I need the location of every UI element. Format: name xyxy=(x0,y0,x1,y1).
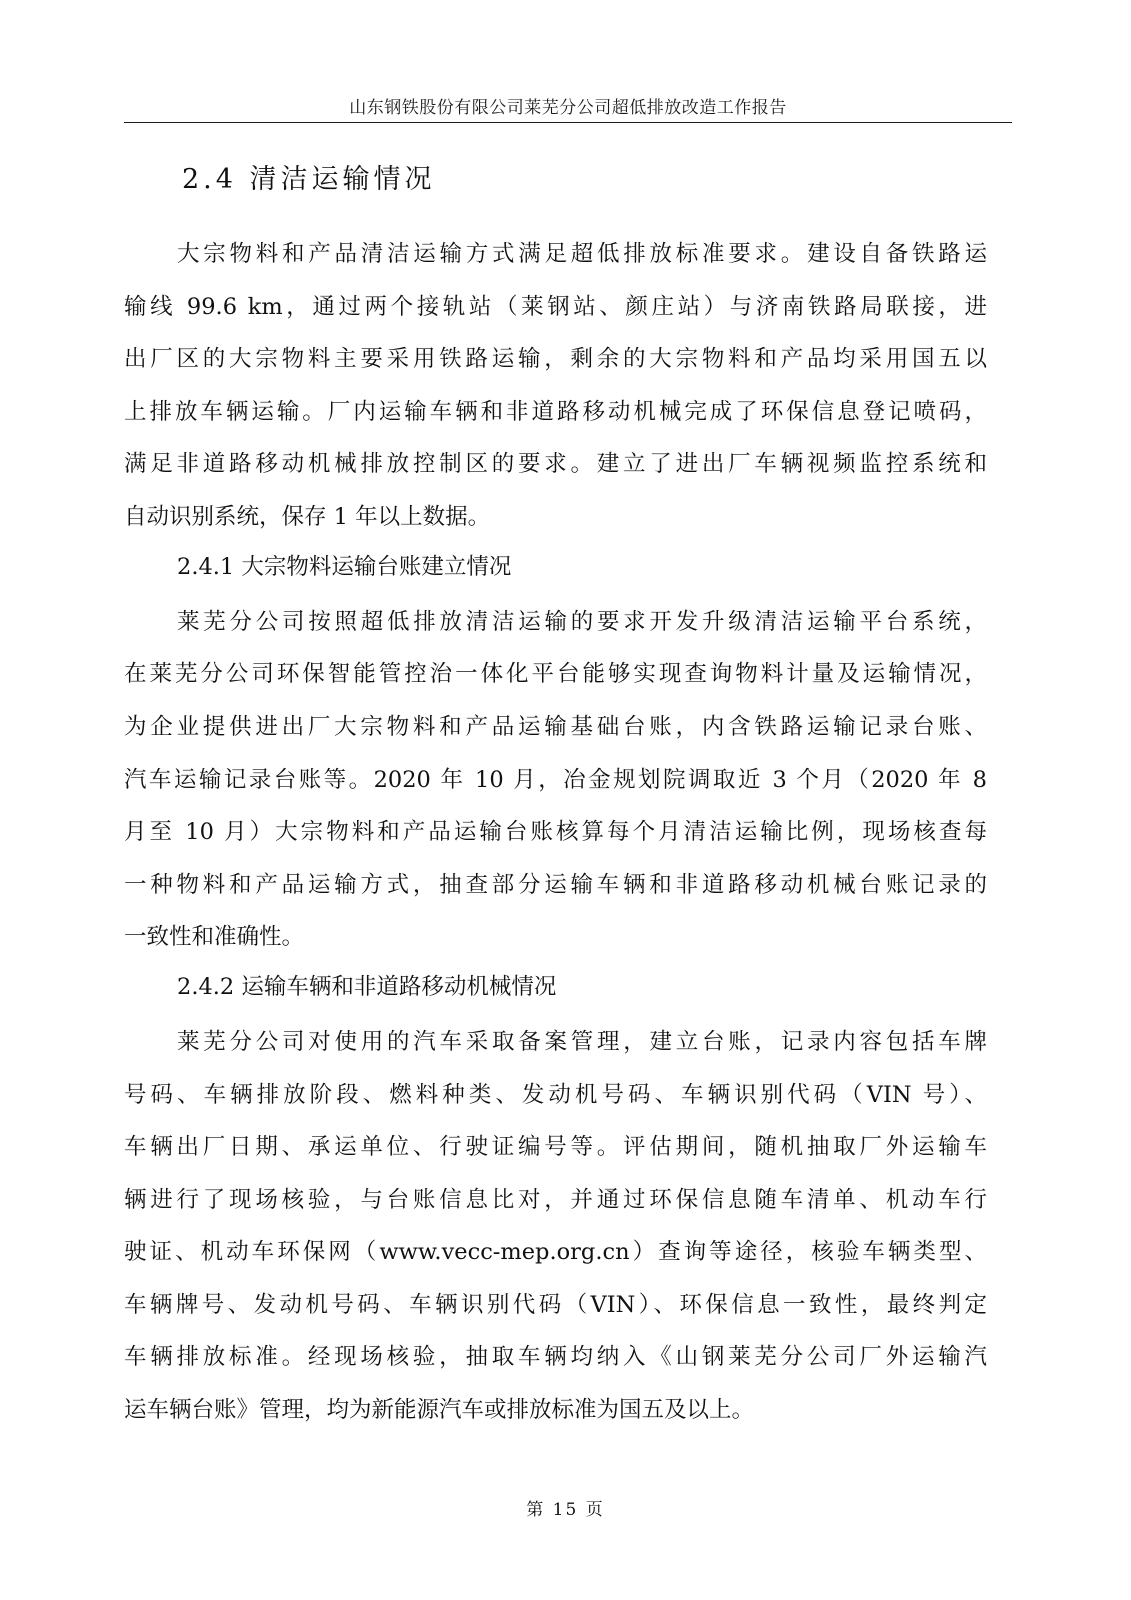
paragraph-line: 莱芜分公司对使用的汽车采取备案管理，建立台账，记录内容包括车牌 xyxy=(177,1029,987,1055)
paragraph-line: 车辆牌号、发动机号码、车辆识别代码（VIN）、环保信息一致性，最终判定 xyxy=(124,1292,987,1318)
paragraph-line: 号码、车辆排放阶段、燃料种类、发动机号码、车辆识别代码（VIN 号）、 xyxy=(124,1082,987,1108)
body-line xyxy=(0,284,1131,330)
paragraph-line: 上排放车辆运输。厂内运输车辆和非道路移动机械完成了环保信息登记喷码， xyxy=(124,399,987,425)
paragraph-line: 汽车运输记录台账等。2020 年 10 月，冶金规划院调取近 3 个月（2020 年 8 xyxy=(124,767,987,793)
paragraph-line: 大宗物料和产品清洁运输方式满足超低排放标准要求。建设自备铁路运 xyxy=(177,241,987,267)
body-line xyxy=(0,441,1131,487)
body-line xyxy=(0,389,1131,435)
paragraph-line: 满足非道路移动机械排放控制区的要求。建立了进出厂车辆视频监控系统和 xyxy=(124,451,987,477)
paragraph-line: 辆进行了现场核验，与台账信息比对，并通过环保信息随车清单、机动车行 xyxy=(124,1187,987,1213)
page-header: 山东钢铁股份有限公司莱芜分公司超低排放改造工作报告 xyxy=(349,98,787,118)
body-line xyxy=(0,914,1131,960)
body-line xyxy=(0,1229,1131,1275)
body-line xyxy=(0,1124,1131,1170)
body-line xyxy=(0,651,1131,697)
paragraph-line: 驶证、机动车环保网（www.vecc-mep.org.cn）查询等途径，核验车辆类型、 xyxy=(124,1239,987,1265)
paragraph-line: 自动识别系统，保存 1 年以上数据。 xyxy=(124,504,491,530)
body-line xyxy=(0,494,1131,540)
body-line xyxy=(0,1177,1131,1223)
paragraph-line: 输线 99.6 km，通过两个接轨站（莱钢站、颜庄站）与济南铁路局联接，进 xyxy=(124,294,987,320)
page-number: 第 15 页 xyxy=(526,1500,605,1520)
body-line xyxy=(0,1387,1131,1433)
paragraph-line: 莱芜分公司按照超低排放清洁运输的要求开发升级清洁运输平台系统， xyxy=(177,609,987,635)
header-rule xyxy=(124,122,1012,123)
body-line xyxy=(0,1282,1131,1328)
paragraph-line: 为企业提供进出厂大宗物料和产品运输基础台账，内含铁路运输记录台账、 xyxy=(124,714,987,740)
section-title: 2.4 清洁运输情况 xyxy=(182,164,436,195)
body-line xyxy=(0,1334,1131,1380)
subsection-title: 2.4.2 运输车辆和非道路移动机械情况 xyxy=(177,974,557,1000)
body-line xyxy=(0,704,1131,750)
paragraph-line: 车辆排放标准。经现场核验，抽取车辆均纳入《山钢莱芜分公司厂外运输汽 xyxy=(124,1344,987,1370)
body-line xyxy=(0,231,1131,277)
paragraph-line: 出厂区的大宗物料主要采用铁路运输，剩余的大宗物料和产品均采用国五以 xyxy=(124,346,987,372)
body-line xyxy=(0,862,1131,908)
body-line xyxy=(0,757,1131,803)
paragraph-line: 月至 10 月）大宗物料和产品运输台账核算每个月清洁运输比例，现场核查每 xyxy=(124,819,987,845)
paragraph-line: 车辆出厂日期、承运单位、行驶证编号等。评估期间，随机抽取厂外运输车 xyxy=(124,1134,987,1160)
body-line xyxy=(0,1019,1131,1065)
paragraph-line: 一种物料和产品运输方式，抽查部分运输车辆和非道路移动机械台账记录的 xyxy=(124,872,987,898)
body-line xyxy=(0,336,1131,382)
subsection-title-line xyxy=(0,544,1131,590)
body-line xyxy=(0,1072,1131,1118)
paragraph-line: 在莱芜分公司环保智能管控治一体化平台能够实现查询物料计量及运输情况， xyxy=(124,661,987,687)
paragraph-line: 一致性和准确性。 xyxy=(124,924,305,950)
body-line xyxy=(0,809,1131,855)
paragraph-line: 运车辆台账》管理，均为新能源汽车或排放标准为国五及以上。 xyxy=(124,1397,755,1423)
subsection-title-line xyxy=(0,964,1131,1010)
body-line xyxy=(0,599,1131,645)
subsection-title: 2.4.1 大宗物料运输台账建立情况 xyxy=(177,554,512,580)
